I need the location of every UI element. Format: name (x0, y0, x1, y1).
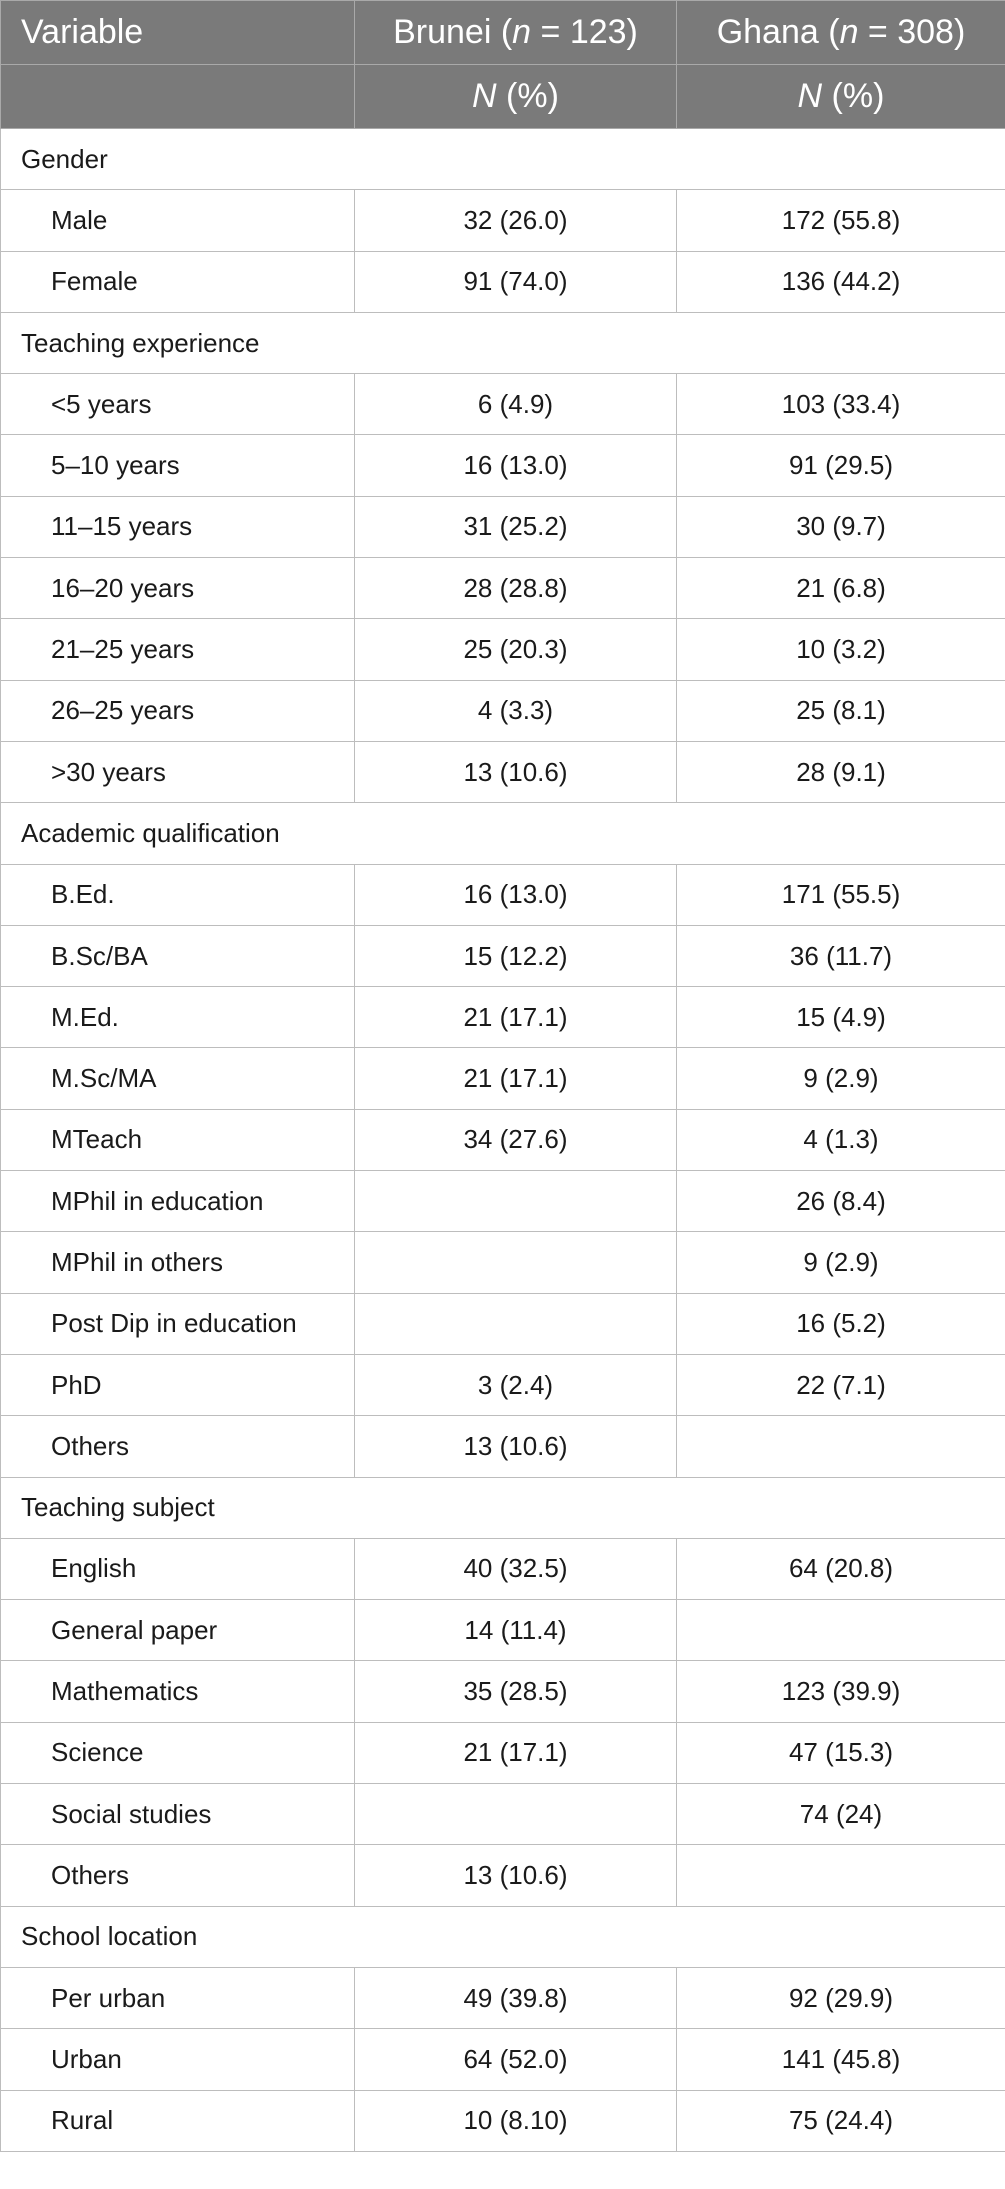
header-row (1, 1, 1005, 65)
ghana-cell: 136 (44.2) (677, 251, 1005, 312)
row-label: Mathematics (1, 1661, 355, 1722)
row-label: Male (1, 190, 355, 251)
ghana-cell: 74 (24) (677, 1784, 1005, 1845)
table-row (1, 374, 1005, 435)
table-row (1, 1600, 1005, 1661)
category-label: Academic qualification (1, 803, 1005, 864)
table-row (1, 1048, 1005, 1109)
category-row (1, 129, 1005, 190)
table-row (1, 558, 1005, 619)
brunei-cell: 25 (20.3) (355, 619, 677, 680)
ghana-cell: 92 (29.9) (677, 1967, 1005, 2028)
row-label: Social studies (1, 1784, 355, 1845)
ghana-cell: 123 (39.9) (677, 1661, 1005, 1722)
row-label: 5–10 years (1, 435, 355, 496)
subheader-row (1, 65, 1005, 129)
row-label: B.Sc/BA (1, 925, 355, 986)
ghana-cell: 36 (11.7) (677, 925, 1005, 986)
ghana-cell: 9 (2.9) (677, 1232, 1005, 1293)
subheader-ghana: N (%) (677, 65, 1005, 129)
category-row (1, 312, 1005, 373)
row-label: M.Sc/MA (1, 1048, 355, 1109)
brunei-cell (355, 1171, 677, 1232)
brunei-cell: 15 (12.2) (355, 925, 677, 986)
table-row (1, 1538, 1005, 1599)
table-row (1, 1109, 1005, 1170)
ghana-cell: 15 (4.9) (677, 987, 1005, 1048)
table-row (1, 1967, 1005, 2028)
brunei-cell: 64 (52.0) (355, 2029, 677, 2090)
ghana-cell (677, 1416, 1005, 1477)
table-row (1, 1171, 1005, 1232)
table-row (1, 1416, 1005, 1477)
table-row (1, 2090, 1005, 2151)
brunei-cell: 16 (13.0) (355, 864, 677, 925)
brunei-cell: 35 (28.5) (355, 1661, 677, 1722)
ghana-cell: 172 (55.8) (677, 190, 1005, 251)
brunei-cell: 34 (27.6) (355, 1109, 677, 1170)
row-label: Female (1, 251, 355, 312)
ghana-cell: 141 (45.8) (677, 2029, 1005, 2090)
brunei-cell: 3 (2.4) (355, 1354, 677, 1415)
ghana-cell: 22 (7.1) (677, 1354, 1005, 1415)
row-label: 16–20 years (1, 558, 355, 619)
table-row (1, 496, 1005, 557)
table-row (1, 435, 1005, 496)
table-row (1, 987, 1005, 1048)
category-label: Teaching subject (1, 1477, 1005, 1538)
ghana-cell: 10 (3.2) (677, 619, 1005, 680)
brunei-cell: 16 (13.0) (355, 435, 677, 496)
table-row (1, 1722, 1005, 1783)
row-label: 26–25 years (1, 680, 355, 741)
ghana-cell: 4 (1.3) (677, 1109, 1005, 1170)
row-label: Urban (1, 2029, 355, 2090)
table-row (1, 251, 1005, 312)
ghana-cell: 64 (20.8) (677, 1538, 1005, 1599)
ghana-cell: 103 (33.4) (677, 374, 1005, 435)
brunei-cell: 13 (10.6) (355, 741, 677, 802)
table-row (1, 190, 1005, 251)
row-label: Science (1, 1722, 355, 1783)
table-row (1, 2029, 1005, 2090)
brunei-cell (355, 1232, 677, 1293)
subheader-brunei: N (%) (355, 65, 677, 129)
table-row (1, 1293, 1005, 1354)
ghana-cell: 171 (55.5) (677, 864, 1005, 925)
brunei-cell: 91 (74.0) (355, 251, 677, 312)
header-variable: Variable (1, 1, 355, 65)
ghana-cell: 25 (8.1) (677, 680, 1005, 741)
brunei-cell: 32 (26.0) (355, 190, 677, 251)
ghana-cell: 26 (8.4) (677, 1171, 1005, 1232)
header-ghana: Ghana (n = 308) (677, 1, 1005, 65)
brunei-cell: 21 (17.1) (355, 1048, 677, 1109)
brunei-cell: 40 (32.5) (355, 1538, 677, 1599)
row-label: Others (1, 1416, 355, 1477)
row-label: Post Dip in education (1, 1293, 355, 1354)
brunei-cell: 13 (10.6) (355, 1416, 677, 1477)
brunei-cell: 13 (10.6) (355, 1845, 677, 1906)
table-row (1, 741, 1005, 802)
row-label: >30 years (1, 741, 355, 802)
category-label: Teaching experience (1, 312, 1005, 373)
brunei-cell (355, 1784, 677, 1845)
row-label: <5 years (1, 374, 355, 435)
ghana-cell: 91 (29.5) (677, 435, 1005, 496)
brunei-cell: 28 (28.8) (355, 558, 677, 619)
row-label: English (1, 1538, 355, 1599)
row-label: General paper (1, 1600, 355, 1661)
ghana-cell: 30 (9.7) (677, 496, 1005, 557)
brunei-cell: 14 (11.4) (355, 1600, 677, 1661)
ghana-cell: 75 (24.4) (677, 2090, 1005, 2151)
ghana-cell (677, 1845, 1005, 1906)
row-label: MTeach (1, 1109, 355, 1170)
row-label: 21–25 years (1, 619, 355, 680)
brunei-cell: 10 (8.10) (355, 2090, 677, 2151)
table-row (1, 1661, 1005, 1722)
row-label: Per urban (1, 1967, 355, 2028)
brunei-cell: 31 (25.2) (355, 496, 677, 557)
brunei-cell (355, 1293, 677, 1354)
category-row (1, 803, 1005, 864)
row-label: MPhil in education (1, 1171, 355, 1232)
table-row (1, 1354, 1005, 1415)
brunei-cell: 6 (4.9) (355, 374, 677, 435)
ghana-cell (677, 1600, 1005, 1661)
table-row (1, 864, 1005, 925)
brunei-cell: 21 (17.1) (355, 987, 677, 1048)
table-row (1, 1845, 1005, 1906)
table-body (1, 129, 1005, 2152)
brunei-cell: 49 (39.8) (355, 1967, 677, 2028)
table-row (1, 680, 1005, 741)
ghana-cell: 21 (6.8) (677, 558, 1005, 619)
table-row (1, 1784, 1005, 1845)
header-brunei: Brunei (n = 123) (355, 1, 677, 65)
row-label: Rural (1, 2090, 355, 2151)
category-label: School location (1, 1906, 1005, 1967)
ghana-cell: 9 (2.9) (677, 1048, 1005, 1109)
ghana-cell: 28 (9.1) (677, 741, 1005, 802)
table-header (1, 1, 1005, 129)
row-label: Others (1, 1845, 355, 1906)
brunei-cell: 4 (3.3) (355, 680, 677, 741)
row-label: 11–15 years (1, 496, 355, 557)
ghana-cell: 47 (15.3) (677, 1722, 1005, 1783)
subheader-empty (1, 65, 355, 129)
brunei-cell: 21 (17.1) (355, 1722, 677, 1783)
table-row (1, 925, 1005, 986)
row-label: M.Ed. (1, 987, 355, 1048)
category-row (1, 1477, 1005, 1538)
ghana-cell: 16 (5.2) (677, 1293, 1005, 1354)
row-label: B.Ed. (1, 864, 355, 925)
category-label: Gender (1, 129, 1005, 190)
row-label: MPhil in others (1, 1232, 355, 1293)
table-row (1, 619, 1005, 680)
row-label: PhD (1, 1354, 355, 1415)
table-row (1, 1232, 1005, 1293)
category-row (1, 1906, 1005, 1967)
